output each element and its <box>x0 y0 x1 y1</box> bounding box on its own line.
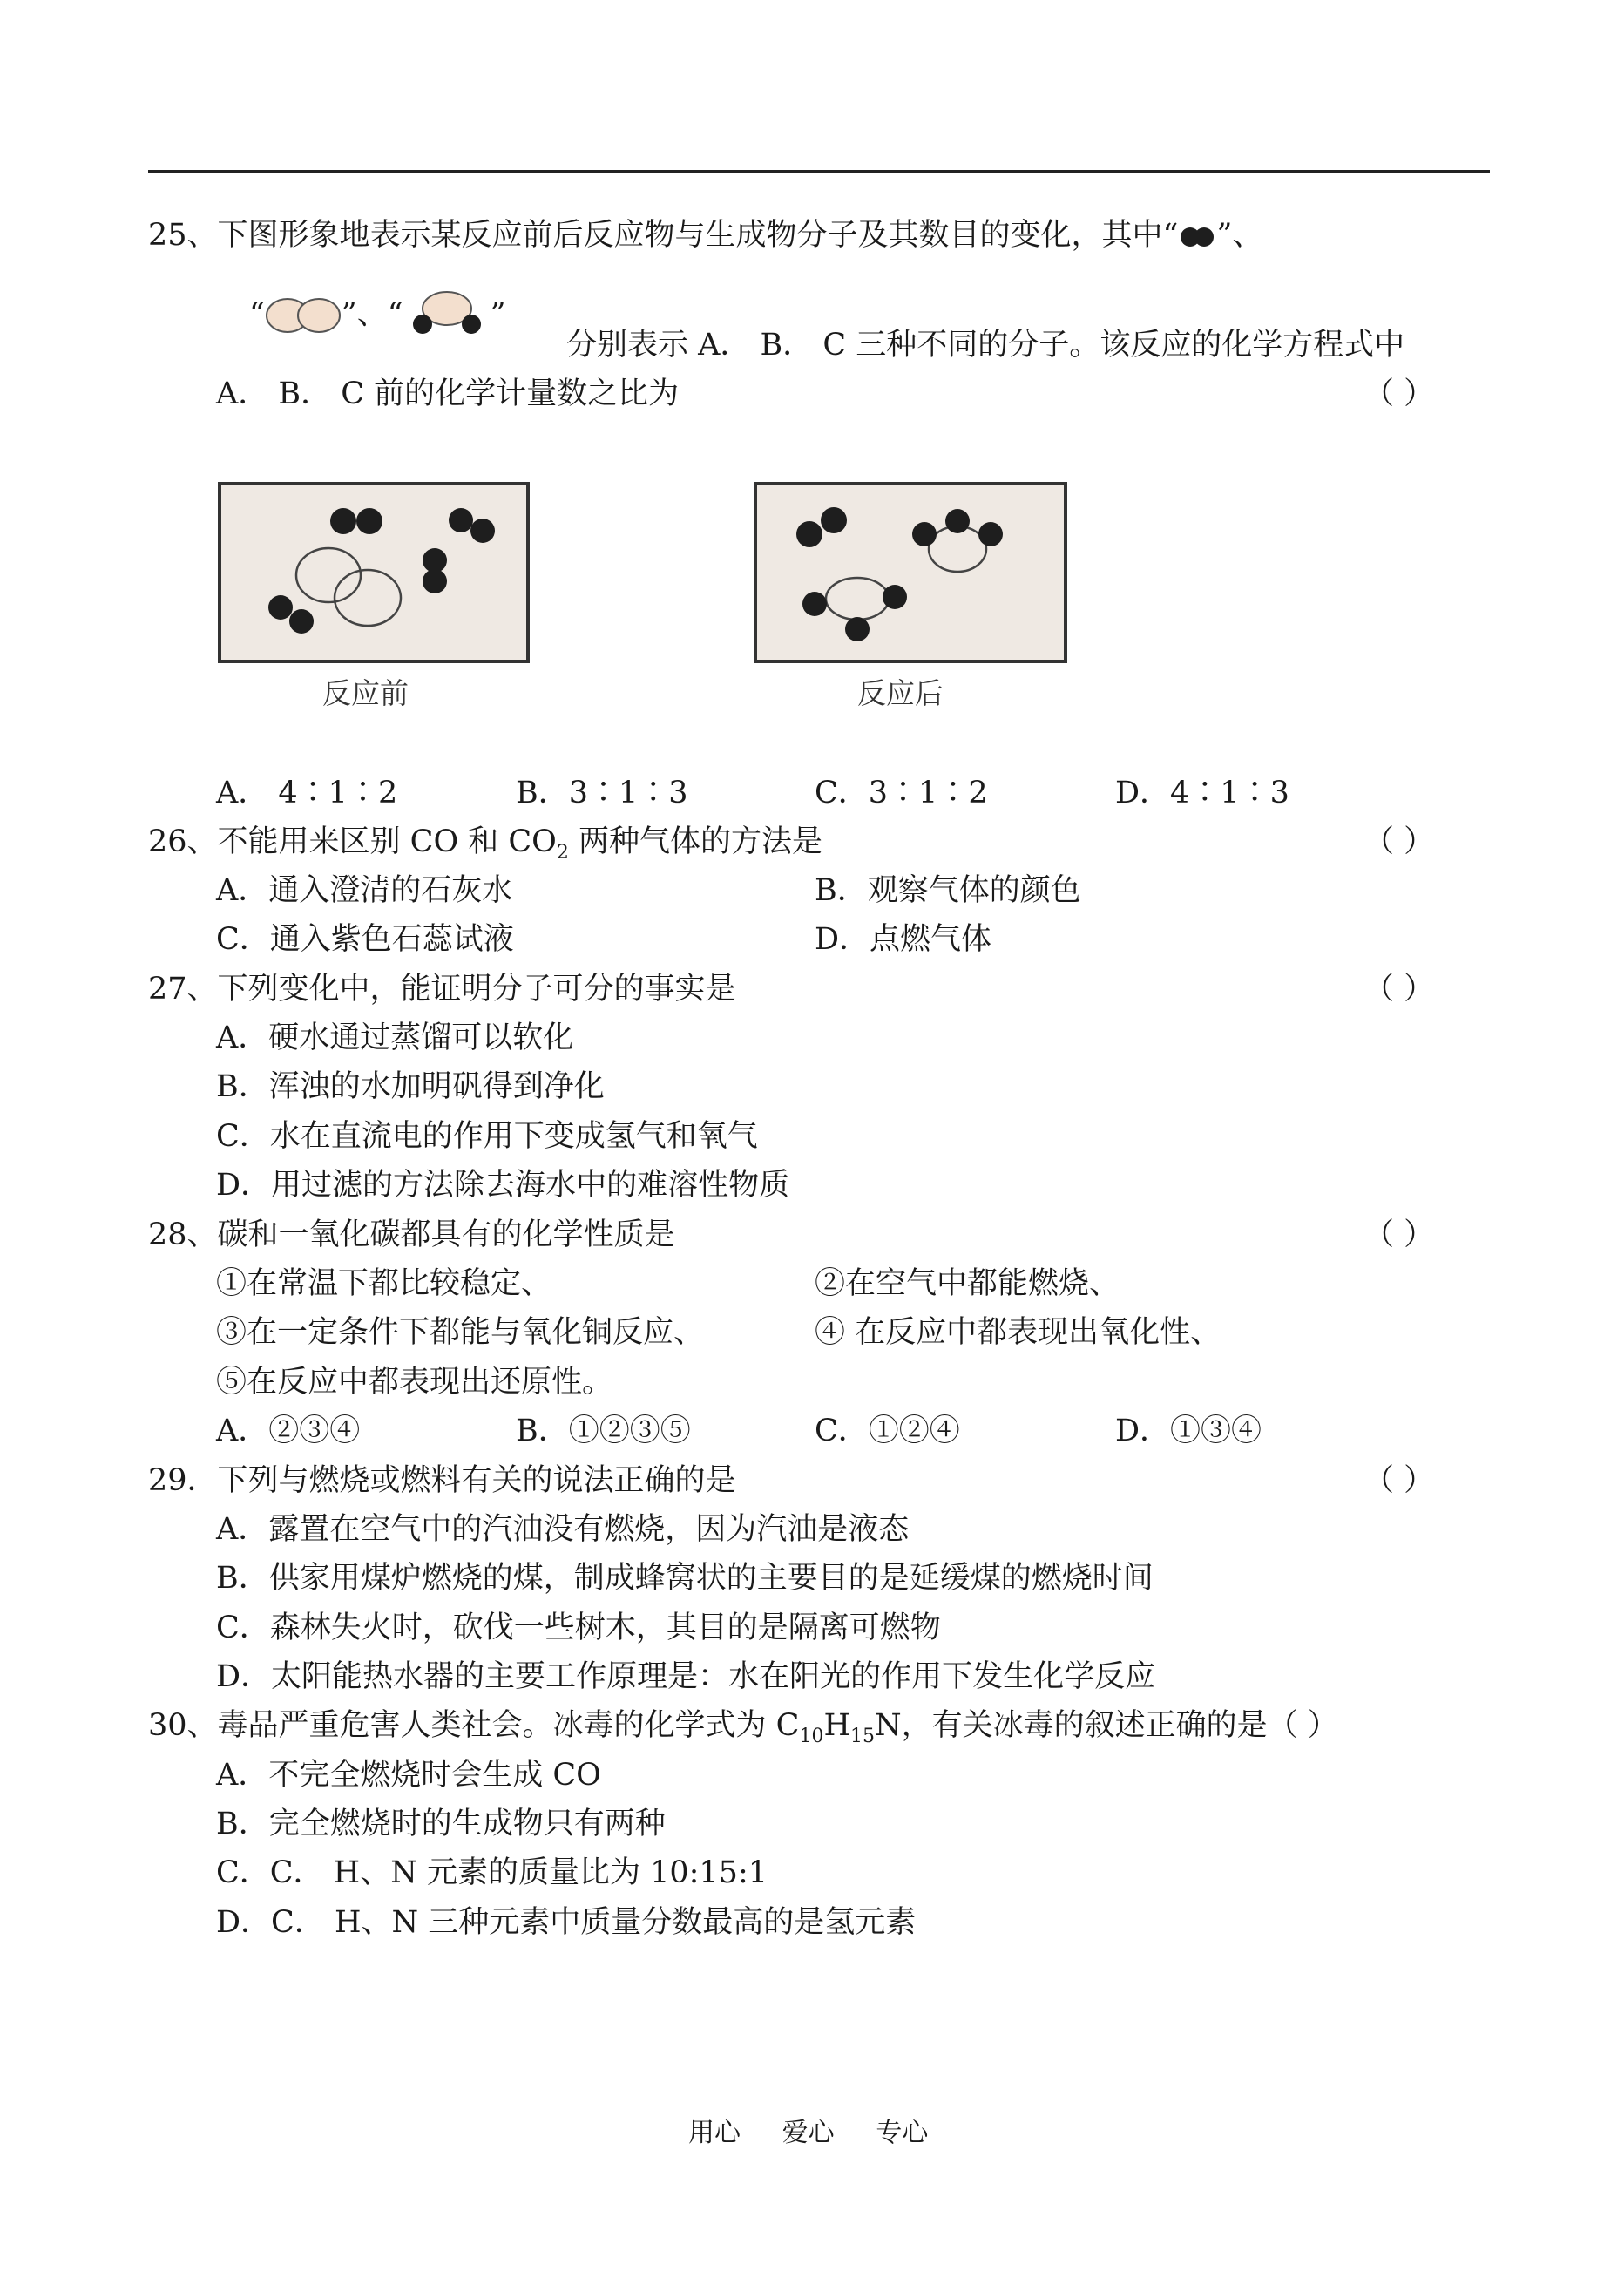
figure-after-label: 反应后 <box>857 676 944 710</box>
figure-before-molecules <box>221 485 526 660</box>
q26-answer-paren: （ ） <box>1363 824 1435 859</box>
molecule-b-icon <box>265 295 342 336</box>
q25-stem-line3: 分别表示 A． B． C 三种不同的分子。该反应的化学方程式中 <box>566 328 1405 363</box>
q27-option-a: A．硬水通过蒸馏可以软化 <box>216 1021 574 1055</box>
q28-statement-4: ④ 在反应中都表现出氧化性、 <box>815 1315 1221 1350</box>
q29-option-b: B．供家用煤炉燃烧的煤，制成蜂窝状的主要目的是延缓煤的燃烧时间 <box>216 1561 1154 1596</box>
q28-statement-2: ②在空气中都能燃烧、 <box>815 1266 1120 1301</box>
q29-option-d: D．太阳能热水器的主要工作原理是：水在阳光的作用下发生化学反应 <box>216 1659 1156 1694</box>
q30-option-b: B．完全燃烧时的生成物只有两种 <box>216 1807 666 1841</box>
q25-option-c: C．3∶1∶2 <box>815 776 988 810</box>
q25-option-d: D．4∶1∶3 <box>1115 776 1289 810</box>
q27-stem: 27、下列变化中，能证明分子可分的事实是 <box>148 972 736 1007</box>
q26-option-a: A．通入澄清的石灰水 <box>216 873 513 908</box>
figure-before-label: 反应前 <box>322 676 409 710</box>
q28-option-c: C．①②④ <box>815 1414 960 1448</box>
header-rule <box>148 170 1490 173</box>
figure-before-reaction <box>218 482 530 663</box>
q30-option-d: D．C． H、N 三种元素中质量分数最高的是氢元素 <box>216 1905 917 1940</box>
q28-answer-paren: （ ） <box>1363 1217 1435 1252</box>
q25-stem-line2: “ ”、“ ” <box>249 289 506 342</box>
q26-stem: 26、不能用来区别 CO 和 $CO_2$ 两种气体的方法是 <box>148 824 823 864</box>
q25-option-a: A． 4∶1∶2 <box>216 776 398 810</box>
q27-answer-paren: （ ） <box>1363 972 1435 1007</box>
q30-option-a: A．不完全燃烧时会生成 CO <box>216 1758 601 1793</box>
q27-option-c: C．水在直流电的作用下变成氢气和氧气 <box>216 1119 758 1154</box>
figure-after-reaction <box>754 482 1067 663</box>
q26-option-d: D．点燃气体 <box>815 922 992 957</box>
q25-answer-paren: （ ） <box>1363 376 1435 411</box>
q28-option-a: A．②③④ <box>216 1414 361 1448</box>
q30-option-c: C．C． H、N 元素的质量比为 10:15:1 <box>216 1855 768 1890</box>
q25-stem-line4: A． B． C 前的化学计量数之比为 <box>216 376 680 411</box>
q28-stem: 28、碳和一氧化碳都具有的化学性质是 <box>148 1217 675 1252</box>
page-footer: 用心 爱心 专心 <box>688 2118 929 2148</box>
q29-answer-paren: （ ） <box>1363 1463 1435 1498</box>
q29-option-c: C．森林失火时，砍伐一些树木，其目的是隔离可燃物 <box>216 1611 941 1645</box>
q25-option-b: B．3∶1∶3 <box>516 776 688 810</box>
q27-option-b: B．浑浊的水加明矾得到净化 <box>216 1069 605 1104</box>
q28-option-b: B．①②③⑤ <box>516 1414 691 1448</box>
q28-option-d: D．①③④ <box>1115 1414 1262 1448</box>
q28-statement-1: ①在常温下都比较稳定、 <box>216 1266 552 1301</box>
q28-statement-5: ⑤在反应中都表现出还原性。 <box>216 1365 613 1400</box>
q29-stem: 29．下列与燃烧或燃料有关的说法正确的是 <box>148 1463 736 1498</box>
q30-stem: 30、毒品严重危害人类社会。冰毒的化学式为 $C_{10}H_{15}N$，有关冰毒的叙述正确的是（ ） <box>148 1708 1338 1747</box>
q27-option-d: D．用过滤的方法除去海水中的难溶性物质 <box>216 1168 790 1203</box>
q29-option-a: A．露置在空气中的汽油没有燃烧，因为汽油是液态 <box>216 1512 910 1547</box>
q25-stem-line1: 25、下图形象地表示某反应前后反应物与生成物分子及其数目的变化，其中“ ”、 <box>148 218 1263 253</box>
q26-option-b: B．观察气体的颜色 <box>815 873 1081 908</box>
figure-after-molecules <box>757 485 1064 660</box>
molecule-c-icon <box>403 289 491 342</box>
q28-statement-3: ③在一定条件下都能与氧化铜反应、 <box>216 1315 705 1350</box>
molecule-a-icon <box>1178 226 1216 248</box>
q26-option-c: C．通入紫色石蕊试液 <box>216 922 514 957</box>
